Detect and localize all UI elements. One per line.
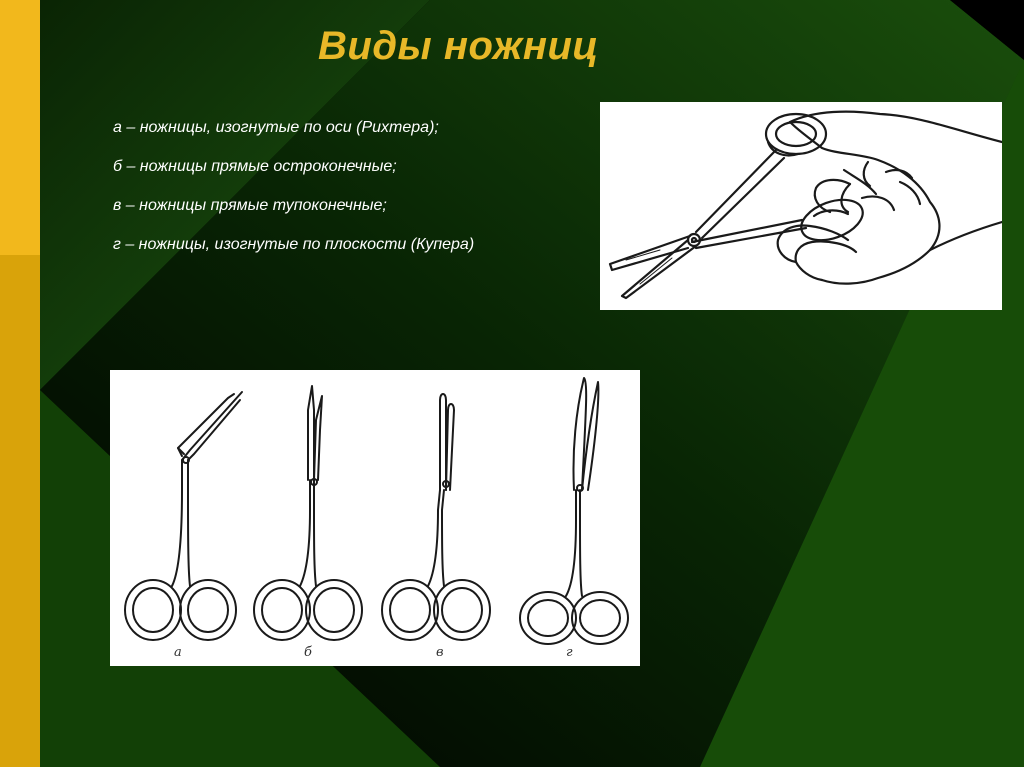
slide-title: Виды ножниц [318,24,599,68]
scissors-a-drawing [125,392,242,640]
legend-item-g: г – ножницы, изогнутые по плоскости (Купера) [113,236,475,253]
scissors-g-drawing [520,378,628,644]
scissors-v-drawing [382,394,490,640]
figure-label-b: б [304,645,312,660]
scissors-legend [113,118,474,274]
scissors-b-drawing [254,386,362,640]
legend-item-a: а – ножницы, изогнутые по оси (Рихтера); [113,119,439,136]
legend-item-v: в – ножницы прямые тупоконечные; [113,197,387,214]
hand-holding-scissors-image [600,102,1002,310]
scissors-types-drawing [110,370,640,666]
figure-label-v: в [436,645,444,660]
sidebar-strip-bottom [0,255,40,767]
legend-item-b: б – ножницы прямые остроконечные; [113,158,397,175]
hand-scissors-drawing [600,102,1002,310]
scissors-types-image [110,370,640,666]
figure-label-a: а [174,645,182,660]
sidebar-strip-top [0,0,40,255]
figure-label-g: г [566,645,573,660]
